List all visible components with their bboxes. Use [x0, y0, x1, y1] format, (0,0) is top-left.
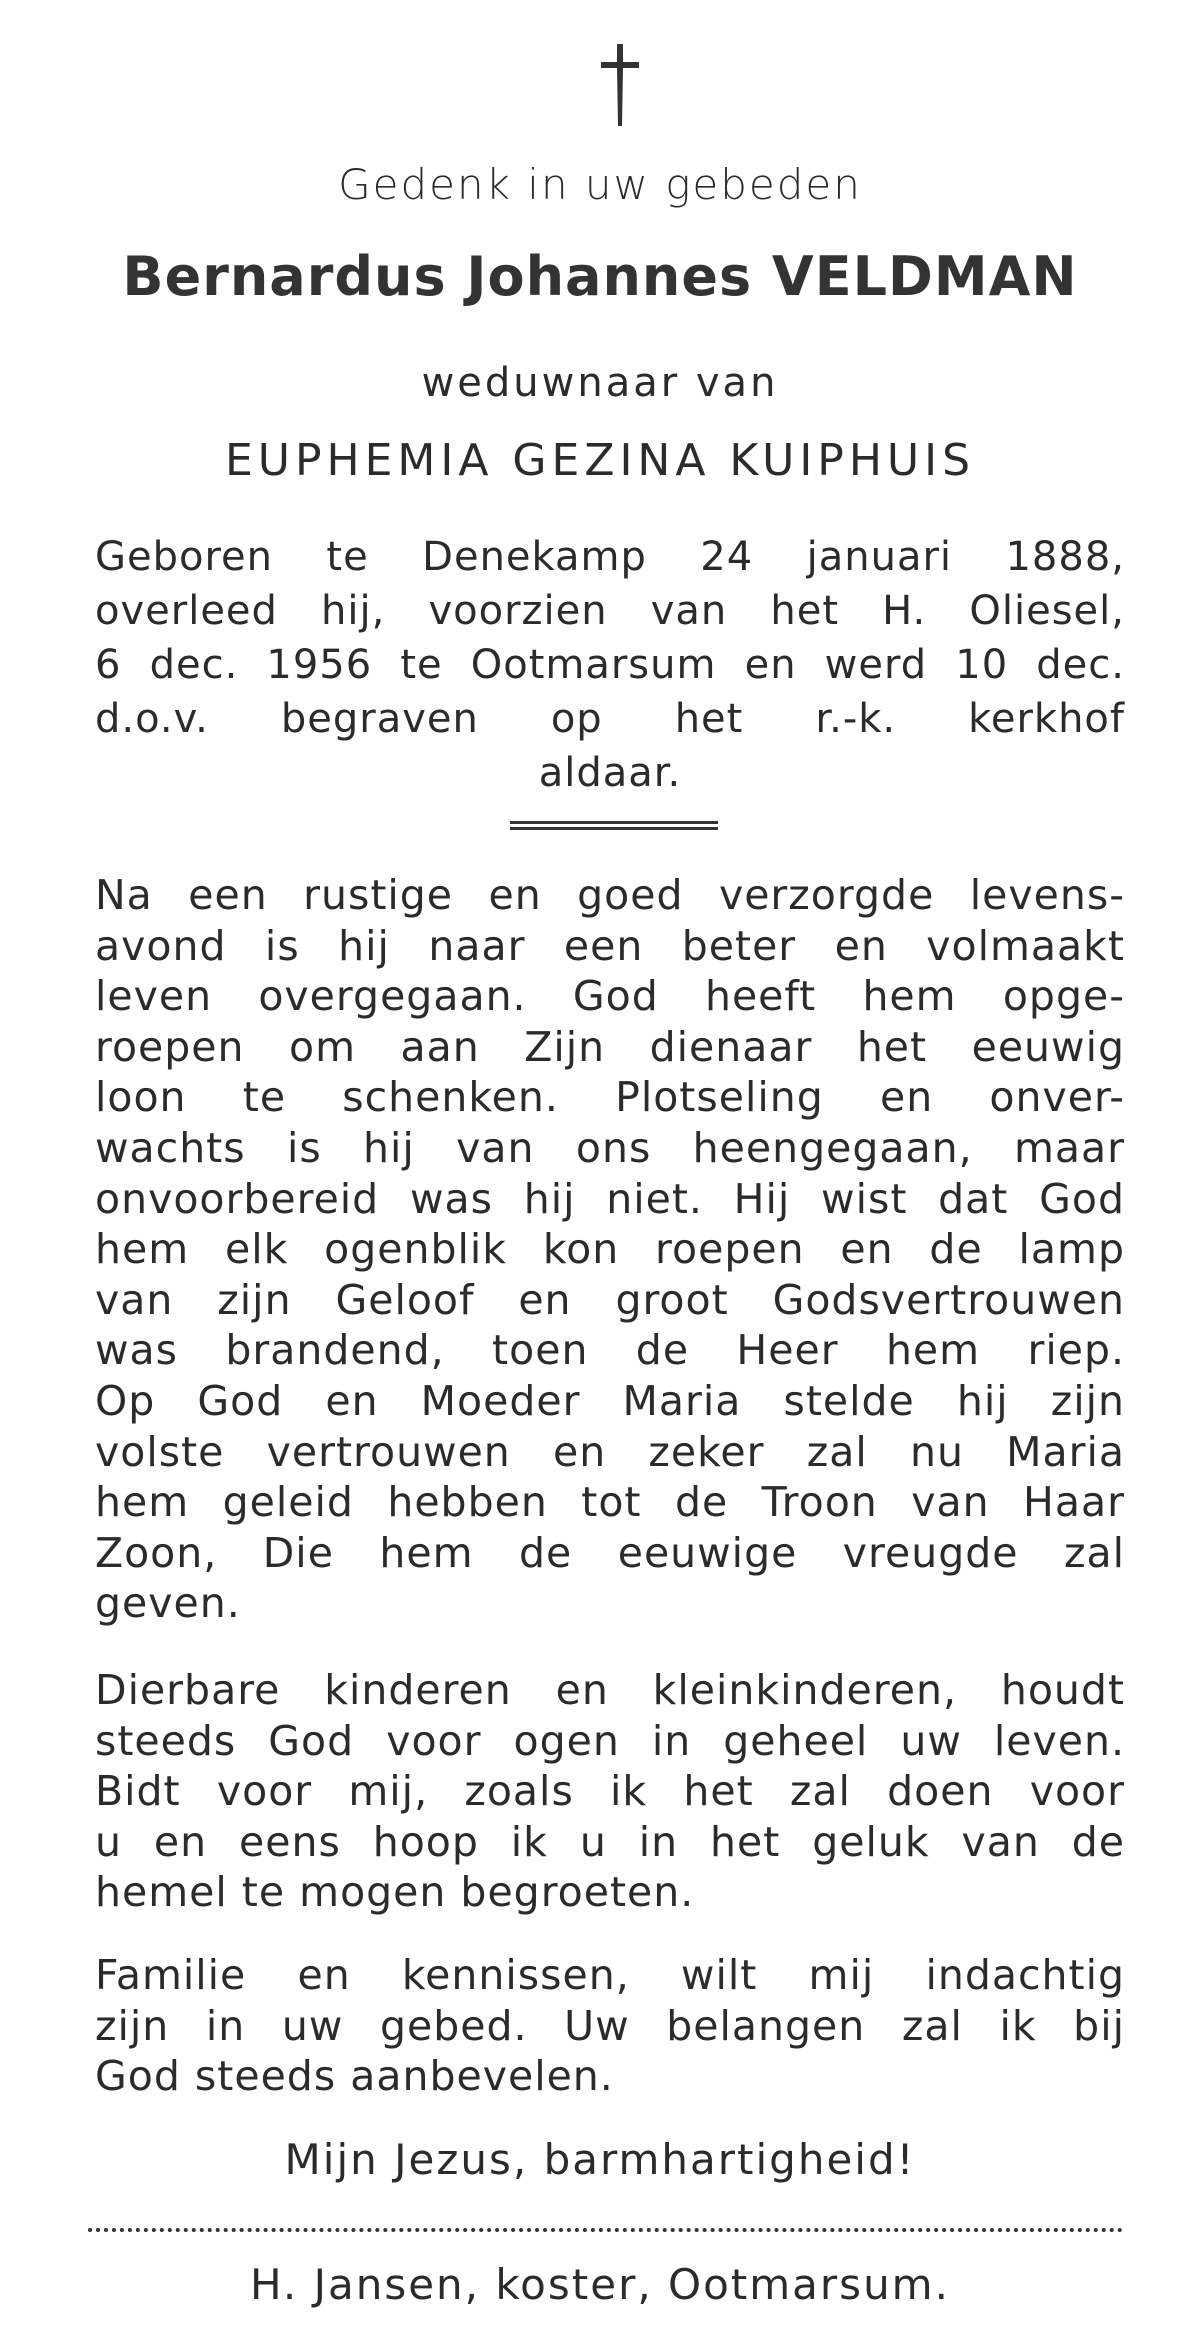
text-line: u en eens hoop ik u in het geluk van de [95, 1817, 1125, 1866]
text-line: Bidt voor mij, zoals ik het zal doen voor [95, 1767, 1125, 1816]
printer-credit: H. Jansen, koster, Ootmarsum. [250, 2260, 950, 2309]
latin-cross-icon [595, 40, 645, 130]
text-line: hemel te mogen begroeten. [95, 1868, 695, 1917]
birth-line: d.o.v. begraven op het r.-k. kerkhof [95, 696, 1125, 742]
spouse-name: EUPHEMIA GEZINA KUIPHUIS [224, 435, 976, 486]
paragraph-3 [95, 1950, 1125, 2102]
double-rule-divider [510, 821, 718, 830]
deceased-name: Bernardus Johannes VELDMAN [122, 245, 1078, 308]
text-line: steeds God voor ogen in geheel uw leven. [95, 1716, 1125, 1765]
text-line: loon te schenken. Plotseling en onver- [95, 1073, 1125, 1122]
birth-line: overleed hij, voorzien van het H. Oliesel, [95, 588, 1125, 634]
text-line: hem geleid hebben tot de Troon van Haar [95, 1478, 1125, 1527]
text-line: was brandend, toen de Heer hem riep. [95, 1326, 1125, 1375]
text-line: Op God en Moeder Maria stelde hij zijn [95, 1376, 1125, 1425]
text-line: God steeds aanbevelen. [95, 2052, 614, 2101]
header-text: Gedenk in uw gebeden [338, 160, 862, 209]
birth-death-details [95, 530, 1125, 800]
text-line: Familie en kennissen, wilt mij indachtig [95, 1951, 1125, 1999]
text-line: leven overgegaan. God heeft hem opge- [95, 972, 1125, 1021]
paragraph-1 [95, 870, 1125, 1629]
text-line: wachts is hij van ons heengegaan, maar [95, 1123, 1125, 1172]
text-line: volste vertrouwen en zeker zal nu Maria [95, 1427, 1125, 1476]
paragraph-2 [95, 1665, 1125, 1918]
closing-prayer: Mijn Jezus, barmhartigheid! [284, 2135, 916, 2184]
relation-text: weduwnaar van [421, 360, 779, 406]
dotted-divider [88, 2228, 1123, 2232]
text-line: geven. [95, 1579, 241, 1628]
text-line: Na een rustige en goed verzorgde levens- [95, 871, 1125, 919]
text-line: Zoon, Die hem de eeuwige vreugde zal [95, 1528, 1125, 1577]
text-line: avond is hij naar een beter en volmaakt [95, 921, 1125, 970]
text-line: hem elk ogenblik kon roepen en de lamp [95, 1225, 1125, 1274]
text-line: Dierbare kinderen en kleinkinderen, houdt [95, 1666, 1125, 1714]
birth-line: aldaar. [538, 750, 682, 796]
text-line: zijn in uw gebed. Uw belangen zal ik bij [95, 2001, 1125, 2050]
text-line: onvoorbereid was hij niet. Hij wist dat God [95, 1174, 1125, 1223]
birth-line: 6 dec. 1956 te Ootmarsum en werd 10 dec. [95, 642, 1125, 688]
text-line: roepen om aan Zijn dienaar het eeuwig [95, 1022, 1125, 1071]
text-line: van zijn Geloof en groot Godsvertrouwen [95, 1275, 1125, 1324]
birth-line: Geboren te Denekamp 24 januari 1888, [95, 534, 1125, 580]
